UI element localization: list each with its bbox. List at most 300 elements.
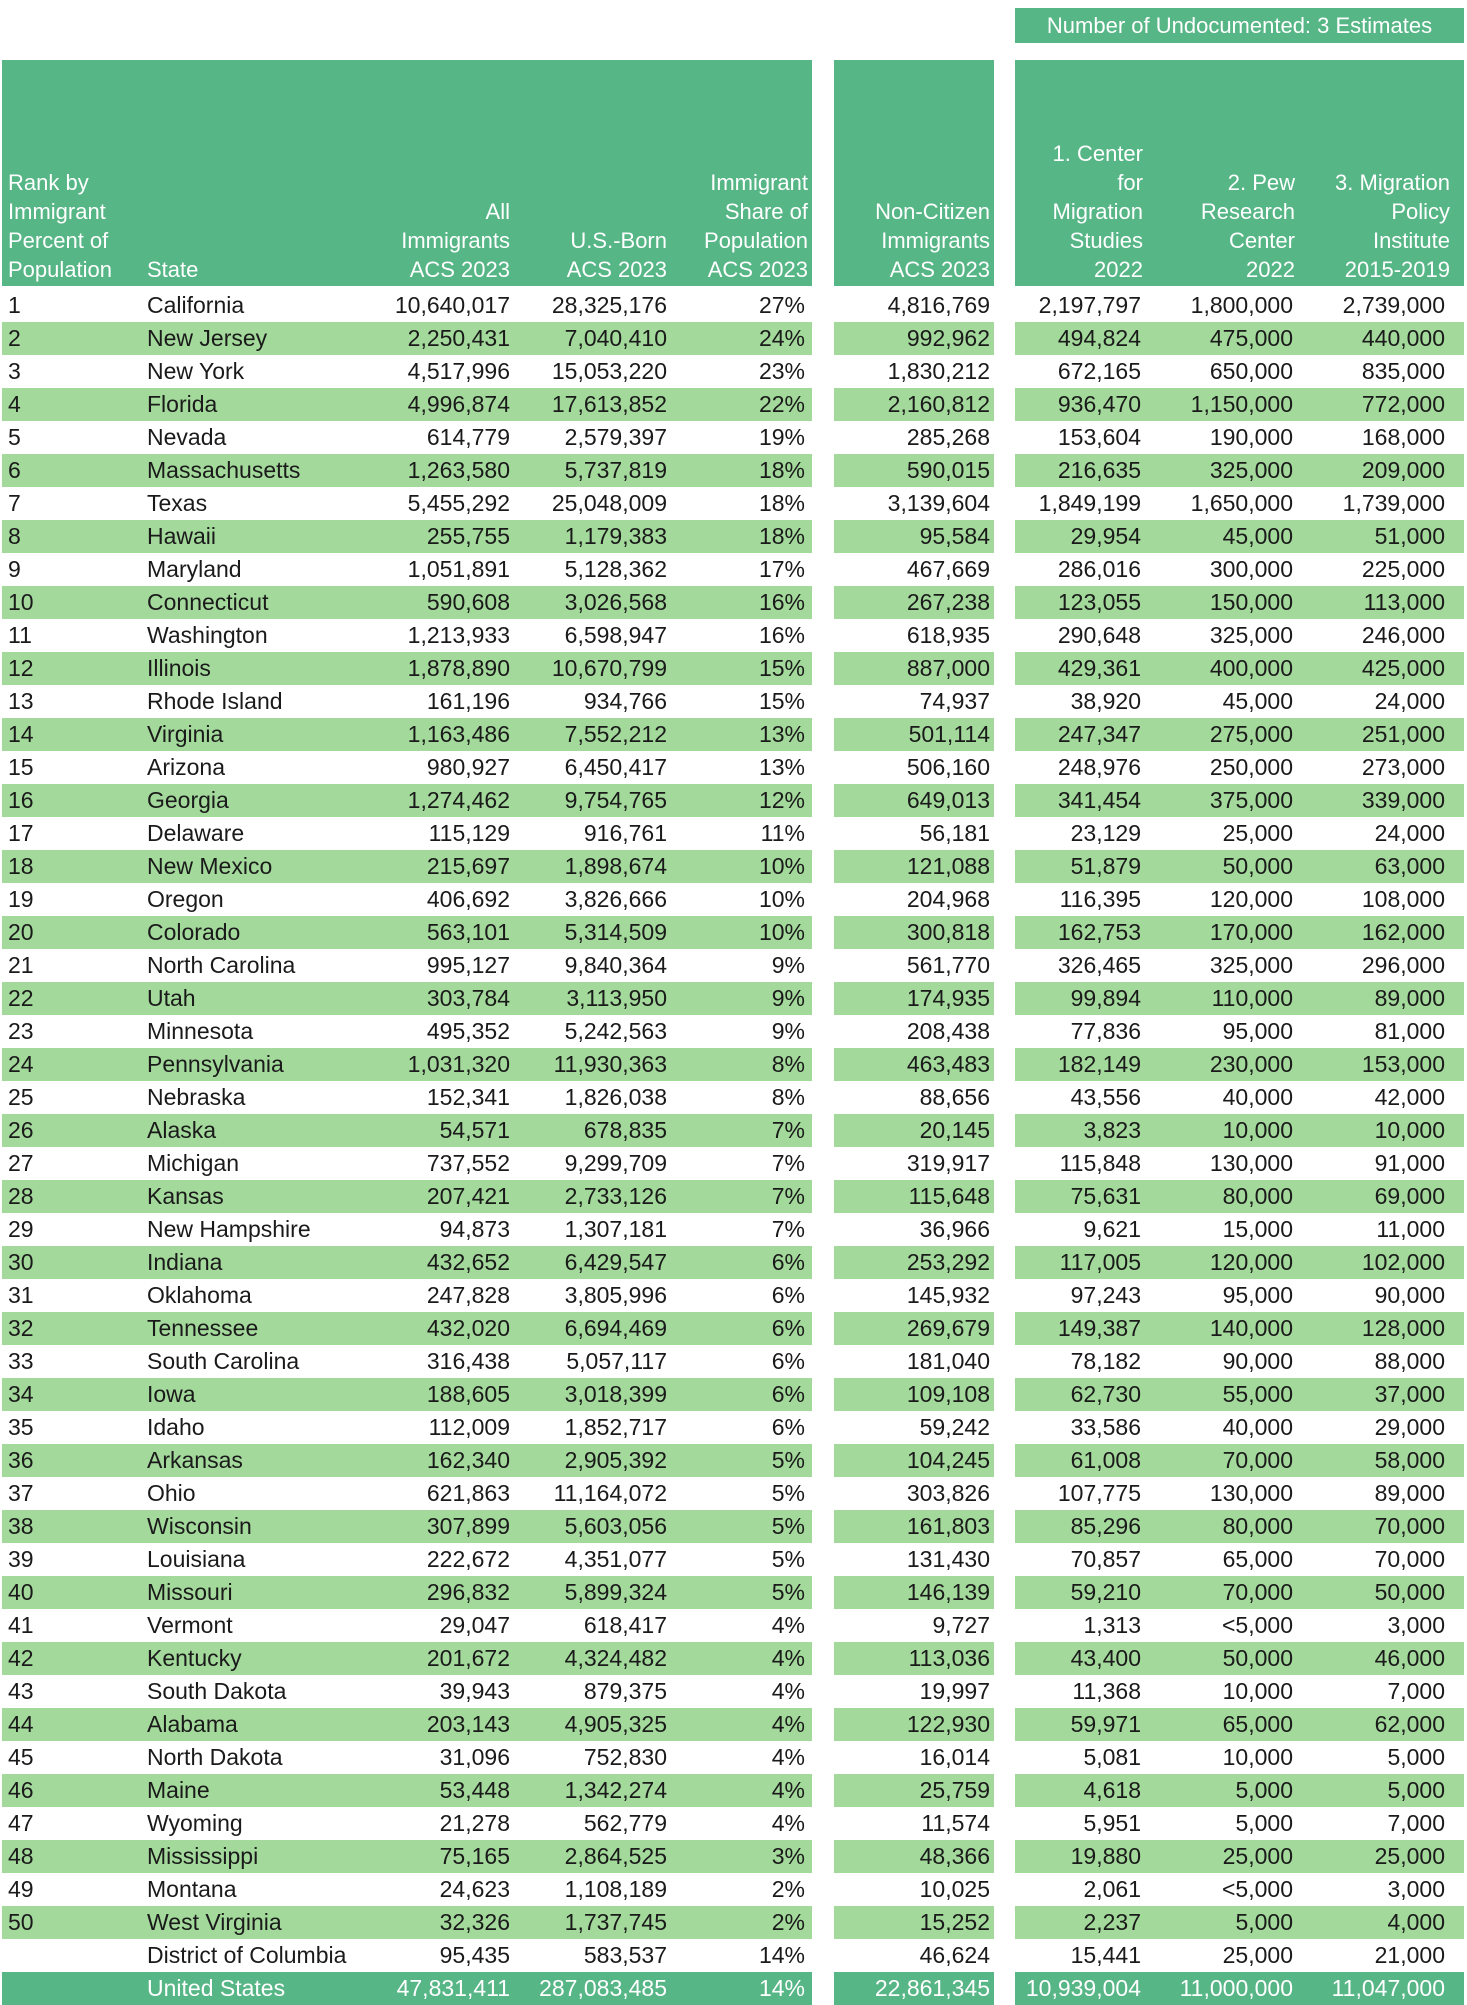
cms-estimate-cell: 2,061 xyxy=(1083,1876,1141,1902)
rank-cell: 13 xyxy=(8,688,34,714)
immigrant-share-cell: 9% xyxy=(771,985,805,1011)
non-citizen-cell: 303,826 xyxy=(906,1480,990,1506)
rank-cell: 8 xyxy=(8,523,21,549)
mpi-estimate-cell: 440,000 xyxy=(1361,325,1445,351)
state-cell: Alabama xyxy=(147,1711,238,1737)
immigrant-share-cell: 4% xyxy=(771,1810,805,1836)
pew-estimate-cell: 65,000 xyxy=(1222,1711,1293,1737)
cms-estimate-cell: 1,849,199 xyxy=(1038,490,1141,516)
header-cms: 1. Center for Migration Studies 2022 xyxy=(1052,141,1143,282)
rank-cell: 4 xyxy=(8,391,21,417)
all-immigrants-cell: 53,448 xyxy=(439,1777,510,1803)
all-immigrants-cell: 1,263,580 xyxy=(407,457,510,483)
immigrant-share-cell: 4% xyxy=(771,1645,805,1671)
rank-cell: 49 xyxy=(8,1876,34,1902)
non-citizen-cell: 22,861,345 xyxy=(874,1975,990,2001)
all-immigrants-cell: 201,672 xyxy=(426,1645,510,1671)
state-cell: California xyxy=(147,292,245,318)
non-citizen-cell: 204,968 xyxy=(906,886,990,912)
all-immigrants-cell: 95,435 xyxy=(439,1942,510,1968)
table-row xyxy=(0,586,1467,619)
mpi-estimate-cell: 91,000 xyxy=(1374,1150,1445,1176)
immigrant-share-cell: 18% xyxy=(758,490,805,516)
us-born-cell: 678,835 xyxy=(583,1117,667,1143)
all-immigrants-cell: 161,196 xyxy=(426,688,510,714)
all-immigrants-cell: 316,438 xyxy=(426,1348,510,1374)
cms-estimate-cell: 3,823 xyxy=(1083,1117,1141,1143)
mpi-estimate-cell: 25,000 xyxy=(1374,1843,1445,1869)
us-born-cell: 7,552,212 xyxy=(564,721,667,747)
cms-estimate-cell: 43,400 xyxy=(1070,1645,1141,1671)
all-immigrants-cell: 162,340 xyxy=(426,1447,510,1473)
rank-cell: 44 xyxy=(8,1711,34,1737)
non-citizen-cell: 145,932 xyxy=(906,1282,990,1308)
non-citizen-cell: 285,268 xyxy=(906,424,990,450)
cms-estimate-cell: 494,824 xyxy=(1057,325,1141,351)
all-immigrants-cell: 1,051,891 xyxy=(407,556,510,582)
estimates-group-title: Number of Undocumented: 3 Estimates xyxy=(1015,8,1464,43)
all-immigrants-cell: 255,755 xyxy=(426,523,510,549)
state-cell: Hawaii xyxy=(147,523,217,549)
state-cell: Nebraska xyxy=(147,1084,246,1110)
us-born-cell: 916,761 xyxy=(583,820,667,846)
pew-estimate-cell: 375,000 xyxy=(1209,787,1293,813)
state-cell: Oklahoma xyxy=(147,1282,252,1308)
pew-estimate-cell: 25,000 xyxy=(1222,1843,1293,1869)
pew-estimate-cell: 70,000 xyxy=(1222,1447,1293,1473)
non-citizen-cell: 10,025 xyxy=(919,1876,990,1902)
all-immigrants-cell: 32,326 xyxy=(439,1909,510,1935)
table-row xyxy=(0,982,1467,1015)
pew-estimate-cell: 130,000 xyxy=(1209,1480,1293,1506)
rank-cell: 2 xyxy=(8,325,21,351)
state-cell: Vermont xyxy=(147,1612,233,1638)
state-cell: Pennsylvania xyxy=(147,1051,284,1077)
pew-estimate-cell: 230,000 xyxy=(1209,1051,1293,1077)
us-born-cell: 3,018,399 xyxy=(564,1381,667,1407)
cms-estimate-cell: 153,604 xyxy=(1057,424,1141,450)
all-immigrants-cell: 188,605 xyxy=(426,1381,510,1407)
table-row xyxy=(0,1873,1467,1906)
cms-estimate-cell: 11,368 xyxy=(1072,1678,1141,1704)
mpi-estimate-cell: 58,000 xyxy=(1374,1447,1445,1473)
us-born-cell: 6,429,547 xyxy=(564,1249,667,1275)
pew-estimate-cell: 25,000 xyxy=(1222,1942,1293,1968)
table-row xyxy=(0,1246,1467,1279)
non-citizen-cell: 649,013 xyxy=(906,787,990,813)
cms-estimate-cell: 70,857 xyxy=(1070,1546,1141,1572)
rank-cell: 46 xyxy=(8,1777,34,1803)
state-cell: New Jersey xyxy=(147,325,268,351)
table-row xyxy=(0,1081,1467,1114)
us-born-cell: 1,179,383 xyxy=(564,523,667,549)
immigrant-share-cell: 7% xyxy=(771,1117,805,1143)
all-immigrants-cell: 75,165 xyxy=(439,1843,510,1869)
pew-estimate-cell: 90,000 xyxy=(1222,1348,1293,1374)
table-row xyxy=(0,850,1467,883)
immigrant-share-cell: 6% xyxy=(771,1414,805,1440)
mpi-estimate-cell: 21,000 xyxy=(1374,1942,1445,1968)
mpi-estimate-cell: 70,000 xyxy=(1374,1513,1445,1539)
us-born-cell: 9,754,765 xyxy=(564,787,667,813)
table-row xyxy=(0,520,1467,553)
rank-cell: 50 xyxy=(8,1909,34,1935)
non-citizen-cell: 16,014 xyxy=(919,1744,990,1770)
state-cell: United States xyxy=(147,1975,286,2001)
mpi-estimate-cell: 42,000 xyxy=(1374,1084,1445,1110)
us-born-cell: 7,040,410 xyxy=(564,325,667,351)
all-immigrants-cell: 152,341 xyxy=(426,1084,510,1110)
cms-estimate-cell: 182,149 xyxy=(1057,1051,1141,1077)
state-cell: Wyoming xyxy=(147,1810,243,1836)
us-born-cell: 752,830 xyxy=(583,1744,667,1770)
rank-cell: 14 xyxy=(8,721,34,747)
table-row xyxy=(0,454,1467,487)
us-born-cell: 6,450,417 xyxy=(564,754,667,780)
table-row xyxy=(0,619,1467,652)
non-citizen-cell: 4,816,769 xyxy=(887,292,990,318)
non-citizen-cell: 95,584 xyxy=(919,523,990,549)
us-born-cell: 4,905,325 xyxy=(564,1711,667,1737)
state-cell: Iowa xyxy=(147,1381,196,1407)
pew-estimate-cell: 15,000 xyxy=(1222,1216,1293,1242)
mpi-estimate-cell: 162,000 xyxy=(1361,919,1445,945)
non-citizen-cell: 48,366 xyxy=(919,1843,990,1869)
rank-cell: 3 xyxy=(8,358,21,384)
us-born-cell: 15,053,220 xyxy=(551,358,667,384)
table-row xyxy=(0,289,1467,322)
cms-estimate-cell: 117,005 xyxy=(1059,1249,1141,1275)
state-cell: Washington xyxy=(147,622,268,648)
non-citizen-cell: 15,252 xyxy=(919,1909,990,1935)
cms-estimate-cell: 2,197,797 xyxy=(1038,292,1141,318)
pew-estimate-cell: 11,000,000 xyxy=(1179,1975,1293,2001)
immigrant-share-cell: 4% xyxy=(771,1744,805,1770)
state-cell: Maryland xyxy=(147,556,242,582)
rank-cell: 26 xyxy=(8,1117,34,1143)
pew-estimate-cell: 120,000 xyxy=(1209,1249,1293,1275)
non-citizen-cell: 463,483 xyxy=(906,1051,990,1077)
cms-estimate-cell: 85,296 xyxy=(1070,1513,1141,1539)
us-born-cell: 3,113,950 xyxy=(566,985,667,1011)
non-citizen-cell: 992,962 xyxy=(906,325,990,351)
all-immigrants-cell: 203,143 xyxy=(426,1711,510,1737)
non-citizen-cell: 20,145 xyxy=(919,1117,990,1143)
immigrant-share-cell: 6% xyxy=(771,1249,805,1275)
cms-estimate-cell: 216,635 xyxy=(1057,457,1141,483)
us-born-cell: 9,299,709 xyxy=(564,1150,667,1176)
rank-cell: 24 xyxy=(8,1051,34,1077)
cms-estimate-cell: 162,753 xyxy=(1057,919,1141,945)
us-born-cell: 9,840,364 xyxy=(564,952,667,978)
non-citizen-cell: 590,015 xyxy=(906,457,990,483)
cms-estimate-cell: 59,210 xyxy=(1070,1579,1141,1605)
non-citizen-cell: 300,818 xyxy=(906,919,990,945)
immigrant-share-cell: 22% xyxy=(758,391,805,417)
rank-cell: 37 xyxy=(8,1480,34,1506)
all-immigrants-cell: 39,943 xyxy=(439,1678,510,1704)
state-cell: North Dakota xyxy=(147,1744,283,1770)
mpi-estimate-cell: 153,000 xyxy=(1361,1051,1445,1077)
immigrant-share-cell: 16% xyxy=(758,589,805,615)
pew-estimate-cell: 120,000 xyxy=(1209,886,1293,912)
us-born-cell: 17,613,852 xyxy=(551,391,667,417)
pew-estimate-cell: 10,000 xyxy=(1222,1744,1293,1770)
table-row xyxy=(0,1345,1467,1378)
state-cell: New Hampshire xyxy=(147,1216,311,1242)
state-cell: District of Columbia xyxy=(147,1942,347,1968)
us-born-cell: 618,417 xyxy=(583,1612,667,1638)
state-cell: Delaware xyxy=(147,820,245,846)
pew-estimate-cell: 110,000 xyxy=(1211,985,1293,1011)
non-citizen-cell: 319,917 xyxy=(906,1150,990,1176)
rank-cell: 39 xyxy=(8,1546,34,1572)
non-citizen-cell: 887,000 xyxy=(906,655,990,681)
state-cell: Missouri xyxy=(147,1579,233,1605)
rank-cell: 1 xyxy=(8,292,21,318)
mpi-estimate-cell: 2,739,000 xyxy=(1342,292,1445,318)
immigrant-share-cell: 15% xyxy=(758,655,805,681)
header-non-citizen: Non-Citizen Immigrants ACS 2023 xyxy=(875,199,990,282)
state-cell: West Virginia xyxy=(147,1909,282,1935)
immigrant-share-cell: 2% xyxy=(771,1909,805,1935)
non-citizen-cell: 3,139,604 xyxy=(887,490,990,516)
cms-estimate-cell: 341,454 xyxy=(1057,787,1141,813)
us-born-cell: 6,598,947 xyxy=(564,622,667,648)
mpi-estimate-cell: 425,000 xyxy=(1361,655,1445,681)
mpi-estimate-cell: 37,000 xyxy=(1374,1381,1445,1407)
immigrant-share-cell: 8% xyxy=(771,1084,805,1110)
us-born-cell: 934,766 xyxy=(583,688,667,714)
pew-estimate-cell: 325,000 xyxy=(1209,457,1293,483)
state-cell: Tennessee xyxy=(147,1315,259,1341)
rank-cell: 25 xyxy=(8,1084,34,1110)
pew-estimate-cell: 1,650,000 xyxy=(1190,490,1293,516)
mpi-estimate-cell: 3,000 xyxy=(1387,1876,1445,1902)
cms-estimate-cell: 51,879 xyxy=(1070,853,1141,879)
cms-estimate-cell: 247,347 xyxy=(1057,721,1141,747)
cms-estimate-cell: 77,836 xyxy=(1070,1018,1141,1044)
table-row xyxy=(0,1147,1467,1180)
us-born-cell: 4,351,077 xyxy=(564,1546,667,1572)
table-row xyxy=(0,487,1467,520)
table-row xyxy=(0,1180,1467,1213)
rank-cell xyxy=(8,1939,108,1972)
immigrant-share-cell: 6% xyxy=(771,1282,805,1308)
us-born-cell: 5,737,819 xyxy=(564,457,667,483)
pew-estimate-cell: 95,000 xyxy=(1222,1282,1293,1308)
table-row xyxy=(0,784,1467,817)
immigrant-share-cell: 24% xyxy=(758,325,805,351)
non-citizen-cell: 109,108 xyxy=(906,1381,990,1407)
non-citizen-cell: 506,160 xyxy=(906,754,990,780)
mpi-estimate-cell: 24,000 xyxy=(1374,688,1445,714)
all-immigrants-cell: 307,899 xyxy=(426,1513,510,1539)
pew-estimate-cell: 150,000 xyxy=(1209,589,1293,615)
cms-estimate-cell: 115,848 xyxy=(1059,1150,1141,1176)
mpi-estimate-cell: 209,000 xyxy=(1361,457,1445,483)
us-born-cell: 1,826,038 xyxy=(564,1084,667,1110)
mpi-estimate-cell: 296,000 xyxy=(1361,952,1445,978)
non-citizen-cell: 115,648 xyxy=(908,1183,990,1209)
rank-cell: 6 xyxy=(8,457,21,483)
mpi-estimate-cell: 62,000 xyxy=(1374,1711,1445,1737)
us-born-cell: 5,242,563 xyxy=(564,1018,667,1044)
immigrant-share-cell: 23% xyxy=(758,358,805,384)
us-born-cell: 879,375 xyxy=(583,1678,667,1704)
us-born-cell: 3,826,666 xyxy=(564,886,667,912)
state-cell: Alaska xyxy=(147,1117,217,1143)
cms-estimate-cell: 326,465 xyxy=(1057,952,1141,978)
non-citizen-cell: 1,830,212 xyxy=(887,358,990,384)
cms-estimate-cell: 107,775 xyxy=(1057,1480,1141,1506)
pew-estimate-cell: 300,000 xyxy=(1209,556,1293,582)
non-citizen-cell: 208,438 xyxy=(906,1018,990,1044)
immigrant-share-cell: 13% xyxy=(758,721,805,747)
table-row xyxy=(0,553,1467,586)
us-born-cell: 5,603,056 xyxy=(564,1513,667,1539)
immigrant-share-cell: 5% xyxy=(771,1546,805,1572)
rank-cell: 20 xyxy=(8,919,34,945)
mpi-estimate-cell: 1,739,000 xyxy=(1342,490,1445,516)
state-cell: Georgia xyxy=(147,787,229,813)
all-immigrants-cell: 995,127 xyxy=(426,952,510,978)
rank-cell: 36 xyxy=(8,1447,34,1473)
table-row xyxy=(0,1642,1467,1675)
table-row xyxy=(0,1477,1467,1510)
table-row xyxy=(0,949,1467,982)
immigrant-share-cell: 6% xyxy=(771,1381,805,1407)
immigrant-share-cell: 3% xyxy=(771,1843,805,1869)
all-immigrants-cell: 24,623 xyxy=(439,1876,510,1902)
pew-estimate-cell: 50,000 xyxy=(1222,1645,1293,1671)
mpi-estimate-cell: 46,000 xyxy=(1374,1645,1445,1671)
immigrant-share-cell: 4% xyxy=(771,1678,805,1704)
mpi-estimate-cell: 3,000 xyxy=(1387,1612,1445,1638)
mpi-estimate-cell: 5,000 xyxy=(1387,1777,1445,1803)
pew-estimate-cell: 10,000 xyxy=(1222,1678,1293,1704)
immigrant-share-cell: 10% xyxy=(758,853,805,879)
pew-estimate-cell: 25,000 xyxy=(1222,820,1293,846)
table-row xyxy=(0,1312,1467,1345)
mpi-estimate-cell: 69,000 xyxy=(1374,1183,1445,1209)
pew-estimate-cell: 80,000 xyxy=(1222,1513,1293,1539)
all-immigrants-cell: 2,250,431 xyxy=(407,325,510,351)
state-cell: Oregon xyxy=(147,886,224,912)
cms-estimate-cell: 33,586 xyxy=(1070,1414,1141,1440)
mpi-estimate-cell: 835,000 xyxy=(1361,358,1445,384)
table-row xyxy=(0,1015,1467,1048)
table-row xyxy=(0,1213,1467,1246)
cms-estimate-cell: 290,648 xyxy=(1057,622,1141,648)
all-immigrants-cell: 222,672 xyxy=(426,1546,510,1572)
pew-estimate-cell: 325,000 xyxy=(1209,622,1293,648)
us-born-cell: 583,537 xyxy=(583,1942,667,1968)
state-cell: South Carolina xyxy=(147,1348,300,1374)
us-born-cell: 1,737,745 xyxy=(564,1909,667,1935)
mpi-estimate-cell: 246,000 xyxy=(1361,622,1445,648)
rank-cell: 27 xyxy=(8,1150,34,1176)
rank-cell: 35 xyxy=(8,1414,34,1440)
state-cell: Virginia xyxy=(147,721,224,747)
pew-estimate-cell: 10,000 xyxy=(1222,1117,1293,1143)
state-cell: Nevada xyxy=(147,424,227,450)
mpi-estimate-cell: 168,000 xyxy=(1361,424,1445,450)
table-row xyxy=(0,1675,1467,1708)
immigrant-share-cell: 2% xyxy=(771,1876,805,1902)
pew-estimate-cell: 70,000 xyxy=(1222,1579,1293,1605)
immigrant-share-cell: 7% xyxy=(771,1150,805,1176)
state-cell: Rhode Island xyxy=(147,688,283,714)
rank-cell: 30 xyxy=(8,1249,34,1275)
immigrant-share-cell: 13% xyxy=(758,754,805,780)
cms-estimate-cell: 429,361 xyxy=(1057,655,1141,681)
immigrant-share-cell: 7% xyxy=(771,1216,805,1242)
table-row xyxy=(0,1411,1467,1444)
rank-cell: 7 xyxy=(8,490,21,516)
rank-cell: 18 xyxy=(8,853,34,879)
state-cell: Louisiana xyxy=(147,1546,246,1572)
cms-estimate-cell: 19,880 xyxy=(1070,1843,1141,1869)
mpi-estimate-cell: 11,047,000 xyxy=(1331,1975,1445,2001)
pew-estimate-cell: 95,000 xyxy=(1222,1018,1293,1044)
header-mpi: 3. Migration Policy Institute 2015-2019 xyxy=(1335,170,1450,282)
all-immigrants-cell: 94,873 xyxy=(439,1216,510,1242)
pew-estimate-cell: 475,000 xyxy=(1209,325,1293,351)
immigrant-share-cell: 15% xyxy=(758,688,805,714)
pew-estimate-cell: 1,150,000 xyxy=(1190,391,1293,417)
all-immigrants-cell: 303,784 xyxy=(426,985,510,1011)
mpi-estimate-cell: 251,000 xyxy=(1361,721,1445,747)
cms-estimate-cell: 23,129 xyxy=(1070,820,1141,846)
table-row xyxy=(0,322,1467,355)
us-born-cell: 28,325,176 xyxy=(551,292,667,318)
rank-cell: 9 xyxy=(8,556,21,582)
non-citizen-cell: 131,430 xyxy=(906,1546,990,1572)
pew-estimate-cell: 190,000 xyxy=(1209,424,1293,450)
table-row xyxy=(0,1576,1467,1609)
rank-cell: 47 xyxy=(8,1810,34,1836)
table-row xyxy=(0,1807,1467,1840)
state-cell: North Carolina xyxy=(147,952,296,978)
all-immigrants-cell: 29,047 xyxy=(439,1612,510,1638)
non-citizen-cell: 267,238 xyxy=(906,589,990,615)
us-born-cell: 5,314,509 xyxy=(564,919,667,945)
table-row xyxy=(0,355,1467,388)
us-born-cell: 4,324,482 xyxy=(564,1645,667,1671)
rank-cell: 5 xyxy=(8,424,21,450)
us-born-cell: 1,307,181 xyxy=(564,1216,667,1242)
rank-cell xyxy=(8,1972,108,2005)
rank-cell: 23 xyxy=(8,1018,34,1044)
mpi-estimate-cell: 128,000 xyxy=(1361,1315,1445,1341)
non-citizen-cell: 181,040 xyxy=(906,1348,990,1374)
table-row xyxy=(0,1906,1467,1939)
pew-estimate-cell: <5,000 xyxy=(1222,1612,1293,1638)
immigrant-share-cell: 8% xyxy=(771,1051,805,1077)
all-immigrants-cell: 54,571 xyxy=(439,1117,510,1143)
state-cell: Indiana xyxy=(147,1249,223,1275)
cms-estimate-cell: 38,920 xyxy=(1070,688,1141,714)
pew-estimate-cell: 325,000 xyxy=(1209,952,1293,978)
all-immigrants-cell: 21,278 xyxy=(439,1810,510,1836)
state-cell: Florida xyxy=(147,391,218,417)
us-born-cell: 562,779 xyxy=(583,1810,667,1836)
immigrant-share-cell: 18% xyxy=(758,457,805,483)
pew-estimate-cell: 140,000 xyxy=(1209,1315,1293,1341)
all-immigrants-cell: 980,927 xyxy=(426,754,510,780)
immigrant-share-cell: 11% xyxy=(760,820,805,846)
